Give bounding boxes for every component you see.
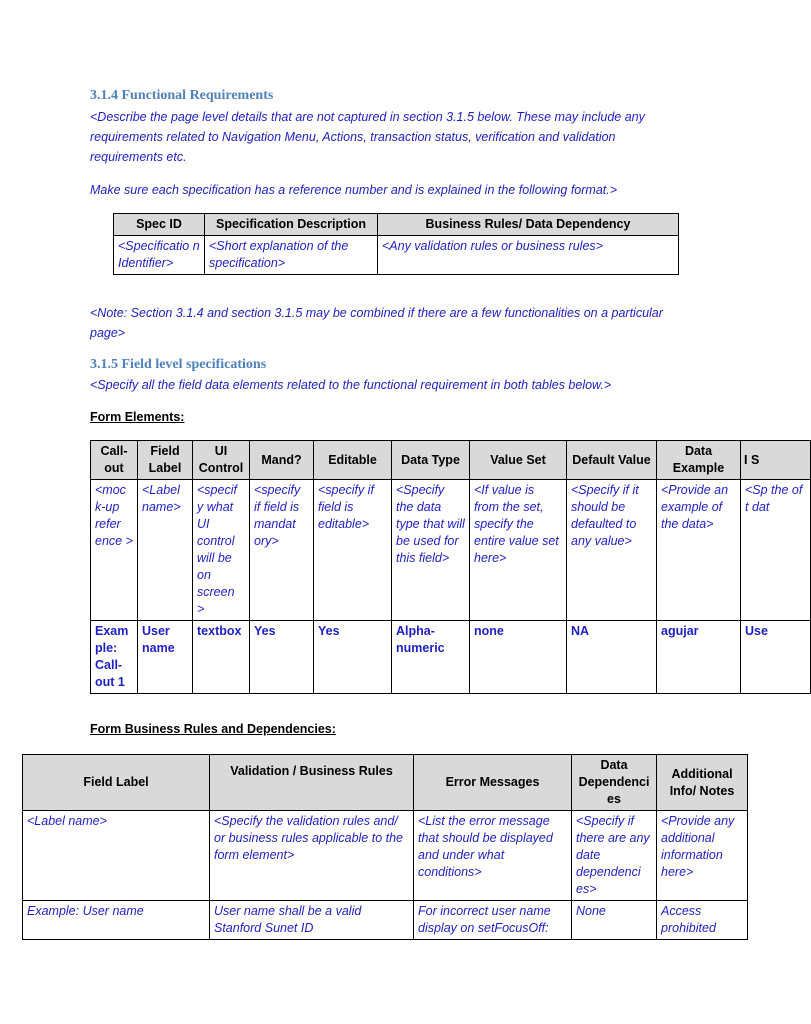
format-note: Make sure each specification has a reference number and is explained in the following format.> xyxy=(90,183,618,197)
business-rules-title: Form Business Rules and Dependencies: xyxy=(90,722,336,736)
section-315-description: <Specify all the field data elements related to the functional requirement in both tables below.> xyxy=(90,378,612,392)
note-line: page> xyxy=(90,326,126,340)
additional-info-header: Additional Info/ Notes xyxy=(657,755,748,811)
data-dependencies-cell: <Specify if there are any date dependenci es> xyxy=(572,811,657,901)
section-314-heading: 3.1.4 Functional Requirements xyxy=(90,88,274,103)
description-line: requirements related to Navigation Menu, Actions, transaction status, verification and validation xyxy=(90,130,616,144)
truncated-header: I S xyxy=(741,441,811,480)
editable-header: Editable xyxy=(314,441,392,480)
business-rules-cell: <Any validation rules or business rules> xyxy=(378,236,679,275)
section-315-heading: 3.1.5 Field level specifications xyxy=(90,357,267,372)
truncated-cell: <Sp the of t dat xyxy=(741,480,811,621)
business-rules-table xyxy=(22,754,748,940)
data-type-cell: Alpha-numeric xyxy=(392,621,470,694)
table-row xyxy=(91,480,811,621)
ui-control-cell: <specif y what UI control will be on screen > xyxy=(193,480,250,621)
form-elements-title: Form Elements: xyxy=(90,410,185,424)
field-label-cell: User name xyxy=(138,621,193,694)
data-example-cell: agujar xyxy=(657,621,741,694)
validation-rules-cell: <Specify the validation rules and/ or business rules applicable to the form element> xyxy=(210,811,414,901)
field-label-cell: <Label name> xyxy=(138,480,193,621)
default-value-header: Default Value xyxy=(567,441,657,480)
spec-id-header: Spec ID xyxy=(114,214,205,236)
default-value-cell: NA xyxy=(567,621,657,694)
description-line: <Describe the page level details that are not captured in section 3.1.5 below. These may include any xyxy=(90,110,645,124)
editable-cell: Yes xyxy=(314,621,392,694)
error-messages-header: Error Messages xyxy=(414,755,572,811)
combine-note xyxy=(90,303,730,343)
value-set-header: Value Set xyxy=(470,441,567,480)
table-row xyxy=(91,621,811,694)
value-set-cell: <If value is from the set, specify the entire value set here> xyxy=(470,480,567,621)
spec-table xyxy=(113,213,679,275)
mandatory-cell: <specify if field is mandat ory> xyxy=(250,480,314,621)
ui-control-header: UI Control xyxy=(193,441,250,480)
additional-info-cell: <Provide any additional information here> xyxy=(657,811,748,901)
mandatory-header: Mand? xyxy=(250,441,314,480)
editable-cell: <specify if field is editable> xyxy=(314,480,392,621)
field-label-header: Field Label xyxy=(23,755,210,811)
additional-info-cell: Access prohibited xyxy=(657,901,748,940)
spec-description-cell: <Short explanation of the specification> xyxy=(205,236,378,275)
form-elements-table xyxy=(90,440,811,694)
mandatory-cell: Yes xyxy=(250,621,314,694)
data-example-header: Data Example xyxy=(657,441,741,480)
form-elements-clip xyxy=(90,440,803,700)
ui-control-cell: textbox xyxy=(193,621,250,694)
business-rules-header: Business Rules/ Data Dependency xyxy=(378,214,679,236)
description-line: requirements etc. xyxy=(90,150,187,164)
value-set-cell: none xyxy=(470,621,567,694)
section-314-description xyxy=(90,107,730,167)
table-row xyxy=(23,901,748,940)
error-messages-cell: <List the error message that should be displayed and under what conditions> xyxy=(414,811,572,901)
data-dependencies-header: Data Dependenci es xyxy=(572,755,657,811)
callout-cell: <moc k-up refer ence > xyxy=(91,480,138,621)
field-label-header: Field Label xyxy=(138,441,193,480)
spec-description-header: Specification Description xyxy=(205,214,378,236)
validation-rules-cell: User name shall be a valid Stanford Sunet ID xyxy=(210,901,414,940)
note-line: <Note: Section 3.1.4 and section 3.1.5 may be combined if there are a few functionalities on a particular xyxy=(90,306,663,320)
spec-id-cell: <Specificatio n Identifier> xyxy=(114,236,205,275)
table-row xyxy=(23,811,748,901)
data-dependencies-cell: None xyxy=(572,901,657,940)
validation-rules-header: Validation / Business Rules xyxy=(210,755,414,811)
field-label-cell: <Label name> xyxy=(23,811,210,901)
field-label-cell: Example: User name xyxy=(23,901,210,940)
error-messages-cell: For incorrect user name display on setFocusOff: xyxy=(414,901,572,940)
data-example-cell: <Provide an example of the data> xyxy=(657,480,741,621)
data-type-header: Data Type xyxy=(392,441,470,480)
default-value-cell: <Specify if it should be defaulted to any value> xyxy=(567,480,657,621)
callout-header: Call-out xyxy=(91,441,138,480)
data-type-cell: <Specify the data type that will be used for this field> xyxy=(392,480,470,621)
callout-cell: Exam ple: Call-out 1 xyxy=(91,621,138,694)
truncated-cell: Use xyxy=(741,621,811,694)
